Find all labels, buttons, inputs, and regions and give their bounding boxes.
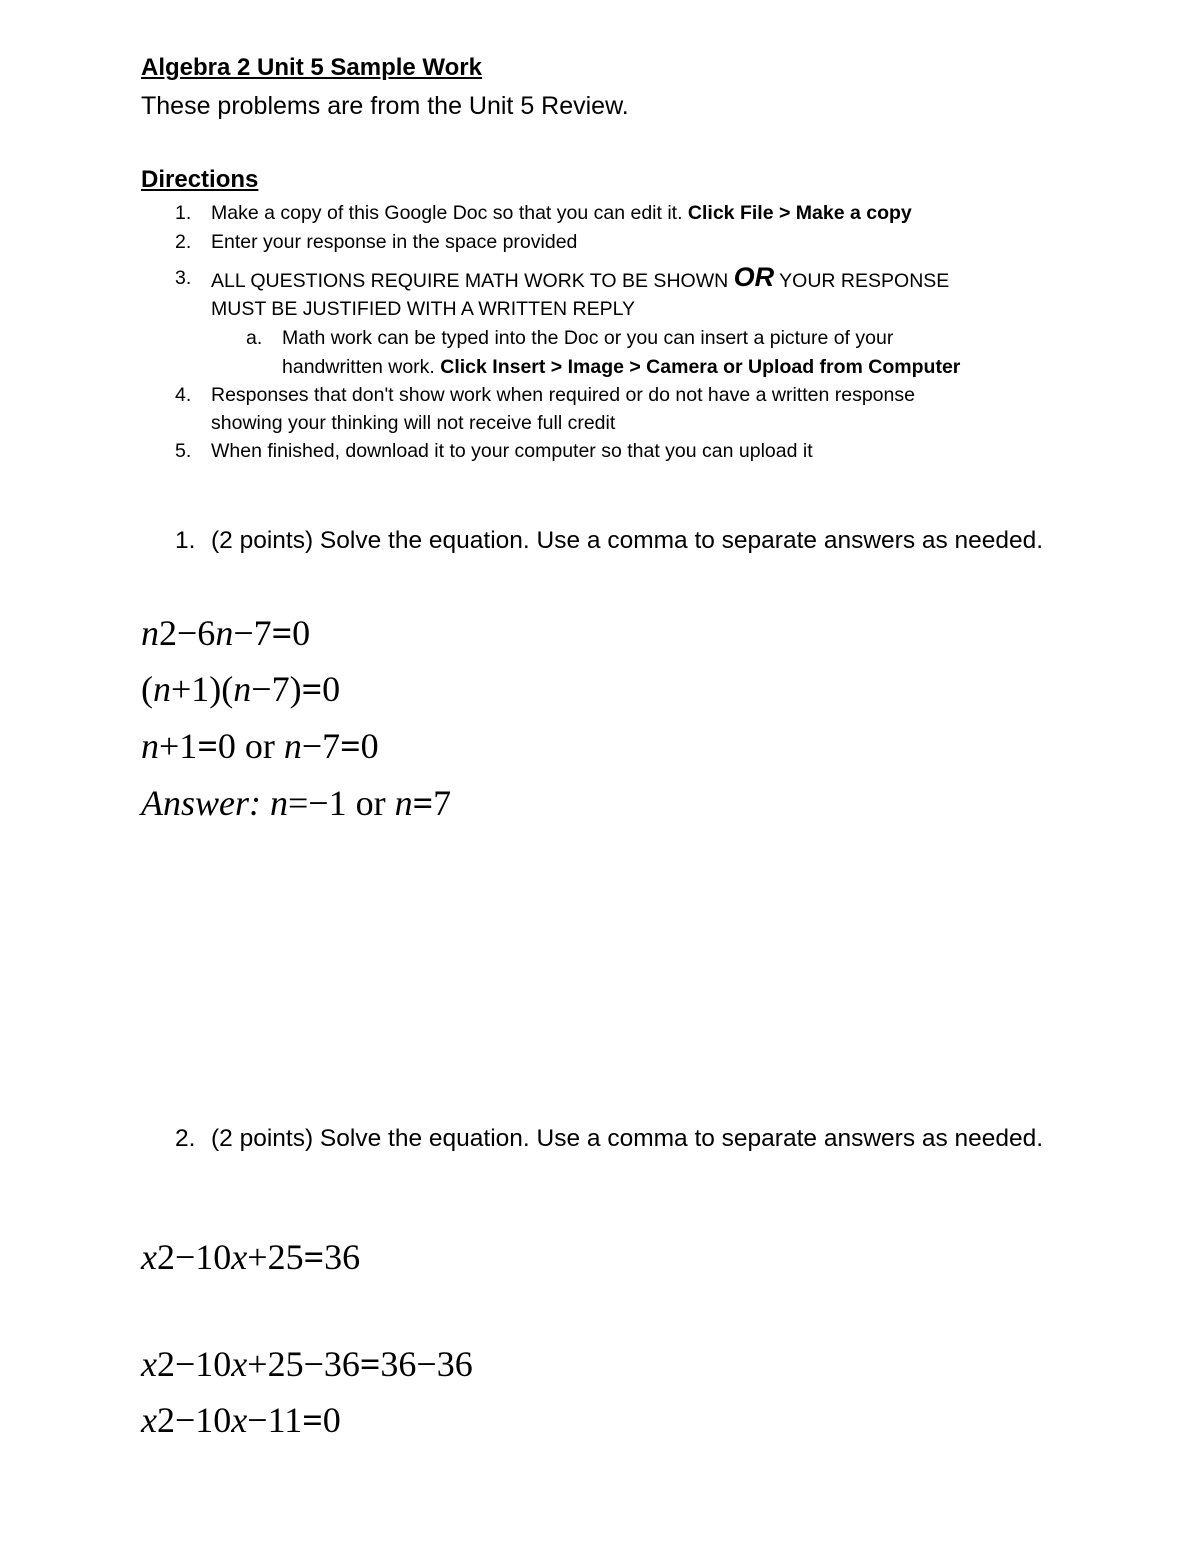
question-number: 2. — [175, 1125, 196, 1152]
direction-sub-letter: a. — [246, 327, 263, 349]
direction-number: 3. — [175, 267, 192, 289]
direction-sub-text-line2: handwritten work. Click Insert > Image > Camera or Upload from Computer — [282, 356, 961, 378]
direction-item-2 — [0, 228, 1200, 257]
direction-number: 5. — [175, 440, 192, 462]
direction-text: Responses that don't show work when required or do not have a written response — [211, 384, 915, 406]
direction-text: ALL QUESTIONS REQUIRE MATH WORK TO BE SHOWN OR YOUR RESPONSE — [211, 262, 950, 292]
math-line: x2−10x+25−36=36−36 — [141, 1344, 473, 1384]
direction-text: Make a copy of this Google Doc so that you can edit it. Click File > Make a copy — [211, 202, 912, 224]
direction-sub-item-a — [0, 324, 1200, 382]
math-line: x2−10x−11=0 — [141, 1400, 341, 1440]
question-number: 1. — [175, 527, 196, 554]
direction-item-1 — [0, 199, 1200, 228]
question-prompt: (2 points) Solve the equation. Use a comma to separate answers as needed. — [211, 1125, 1044, 1152]
math-line: n2−6n−7=0 — [141, 613, 311, 653]
document-subtitle: These problems are from the Unit 5 Review. — [141, 92, 629, 120]
direction-text: When finished, download it to your computer so that you can upload it — [211, 440, 813, 462]
document-title: Algebra 2 Unit 5 Sample Work — [141, 54, 482, 81]
direction-number: 2. — [175, 231, 192, 253]
direction-text-line2: showing your thinking will not receive full credit — [211, 412, 616, 434]
math-line: x2−10x+25=36 — [141, 1237, 361, 1277]
direction-item-5 — [0, 437, 1200, 466]
direction-item-3 — [0, 264, 1200, 322]
directions-heading: Directions — [141, 166, 259, 193]
direction-number: 1. — [175, 202, 192, 224]
direction-number: 4. — [175, 384, 192, 406]
math-line: n+1=0 or n−7=0 — [141, 726, 379, 766]
direction-sub-text: Math work can be typed into the Doc or you can insert a picture of your — [282, 327, 894, 349]
direction-item-4 — [0, 381, 1200, 439]
or-emphasis: OR — [733, 262, 775, 292]
direction-text: Enter your response in the space provided — [211, 231, 578, 253]
math-answer-line: Answer: n=−1 or n=7 — [141, 783, 452, 823]
question-prompt: (2 points) Solve the equation. Use a comma to separate answers as needed. — [211, 527, 1044, 554]
question-1 — [0, 527, 1200, 559]
math-line: (n+1)(n−7)=0 — [141, 669, 341, 709]
direction-text-line2: MUST BE JUSTIFIED WITH A WRITTEN REPLY — [211, 298, 635, 320]
question-2 — [0, 1125, 1200, 1157]
